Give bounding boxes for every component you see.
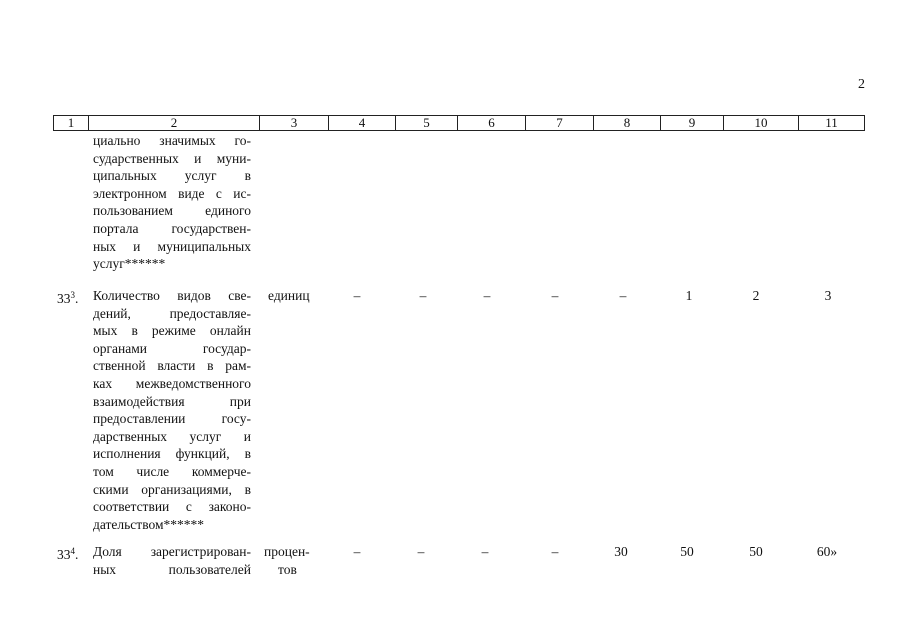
row-number-suffix: . [75,547,79,562]
value-cell-col4: – [353,288,361,303]
value-cell-col9: 50 [680,544,694,559]
description-line: ственной власти в рам- [93,358,251,374]
column-header-5: 5 [396,116,458,131]
column-header-2: 2 [89,116,260,131]
description-line: ных пользователей [93,561,251,577]
unit-cell: единиц [268,288,310,303]
column-number-header [53,115,865,131]
value-cell-col6: – [481,544,489,559]
description-line: предоставлении госу- [93,411,251,427]
value-cell-col6: – [483,288,491,303]
description-line: органами государ- [93,340,251,356]
description-line: том числе коммерче- [93,463,251,479]
description-line: соответствии с законо- [93,499,251,515]
description-line: циально значимых го- [93,133,251,148]
column-header-10: 10 [724,116,799,131]
unit-cell [264,543,310,578]
column-header-7: 7 [526,116,594,131]
value-cell-col8: 30 [614,544,628,559]
unit-line: тов [278,561,297,577]
value-cell-col11: 60» [816,544,838,559]
column-header-9: 9 [661,116,724,131]
description-line: скими организациями, в [93,481,251,497]
continued-description [93,132,251,273]
description-line: пользованием единого [93,203,251,219]
row-number [57,287,78,308]
description-line: портала государствен- [93,220,251,236]
description-line: мых в режиме онлайн [93,323,251,339]
row-number-main: 33 [57,291,71,306]
value-cell-col10: 2 [752,288,760,303]
description-line: взаимодействия при [93,393,251,409]
description-line: Доля зарегистрирован- [93,544,251,559]
description-line: ках межведомственного [93,375,251,391]
column-header-11: 11 [799,116,865,131]
description-line: сударственных и муни- [93,150,251,166]
value-cell-col4: – [353,544,361,559]
column-header-4: 4 [329,116,396,131]
column-header-8: 8 [594,116,661,131]
row-description [93,287,251,533]
description-line: ных и муниципальных [93,238,251,254]
description-line: дарственных услуг и [93,428,251,444]
value-cell-col8: – [619,288,627,303]
value-cell-col7: – [551,544,559,559]
description-line: дений, предоставляе- [93,305,251,321]
row-number-main: 33 [57,547,71,562]
description-line: услуг****** [93,256,166,272]
description-line: электронном виде с ис- [93,185,251,201]
value-cell-col7: – [551,288,559,303]
row-number-suffix: . [75,291,79,306]
column-header-6: 6 [458,116,526,131]
page-number: 2 [858,77,865,92]
unit-line: процен- [264,544,310,559]
row-number-superscript: 4 [70,546,75,556]
row-number-superscript: 3 [70,290,75,300]
row-description [93,543,251,578]
description-line: дательством****** [93,516,205,532]
value-cell-col11: 3 [824,288,832,303]
value-cell-col5: – [419,288,427,303]
value-cell-col9: 1 [685,288,693,303]
description-line: исполнения функций, в [93,446,251,462]
value-cell-col5: – [417,544,425,559]
column-header-1: 1 [54,116,89,131]
description-line: ципальных услуг в [93,168,251,184]
value-cell-col10: 50 [749,544,763,559]
row-number [57,543,78,564]
description-line: Количество видов све- [93,288,251,303]
column-header-3: 3 [260,116,329,131]
